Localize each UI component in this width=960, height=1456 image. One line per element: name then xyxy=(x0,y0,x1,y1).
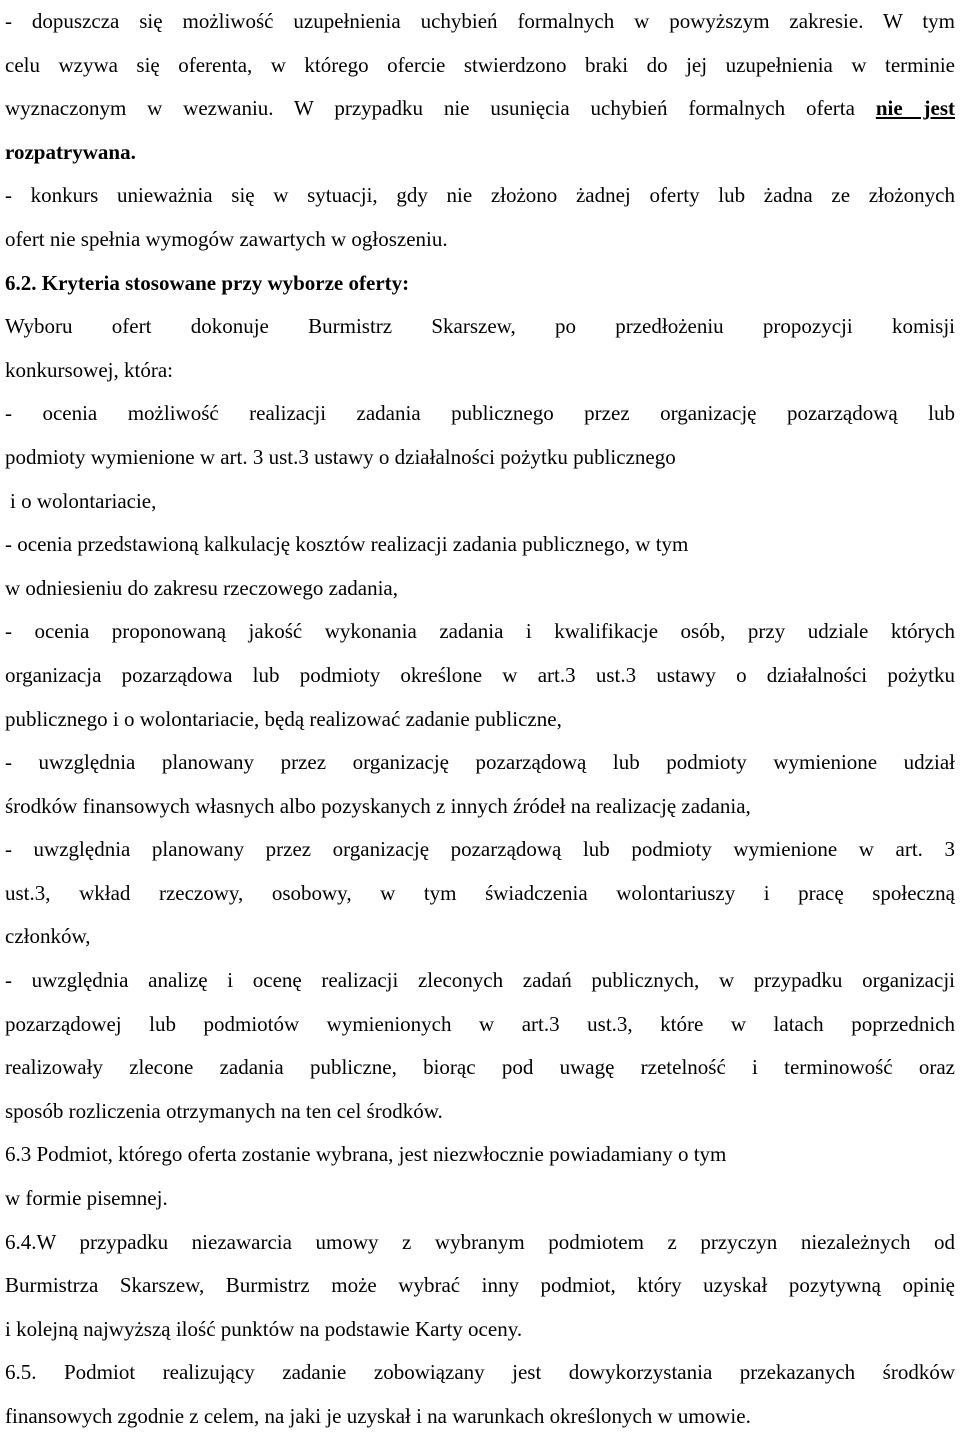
text-line: - dopuszcza się możliwość uzupełnienia uchybień formalnych w powyższym zakresie. W tym xyxy=(5,9,955,33)
criterion-3 xyxy=(5,610,955,741)
text-line: Burmistrza Skarszew, Burmistrz może wybrać inny podmiot, który uzyskał pozytywną opinię xyxy=(5,1273,955,1298)
text-line: realizowały zlecone zadania publiczne, biorąc pod uwagę rzetelność i terminowość oraz xyxy=(5,1055,955,1080)
text-line: sposób rozliczenia otrzymanych na ten cel środków. xyxy=(5,1098,443,1123)
text-line: organizacja pozarządowa lub podmioty określone w art.3 ust.3 ustawy o działalności pożytku xyxy=(5,662,955,687)
paragraph-annulment xyxy=(5,174,955,261)
section-6-3 xyxy=(5,1133,955,1220)
text-line: i o wolontariacie, xyxy=(10,488,157,513)
text-line: - uwzględnia planowany przez organizację pozarządową lub podmioty wymienione w art. 3 xyxy=(5,837,955,862)
text-line: - konkurs unieważnia się w sytuacji, gdy nie złożono żadnej oferty lub żadna ze złożonych xyxy=(5,183,955,208)
text-line: 6.3 Podmiot, którego oferta zostanie wybrana, jest niezwłocznie powiadamiany o tym xyxy=(5,1142,727,1167)
text-line: - ocenia możliwość realizacji zadania publicznego przez organizację pozarządową lub xyxy=(5,401,955,426)
text-line: publicznego i o wolontariacie, będą realizować zadanie publiczne, xyxy=(5,706,562,731)
text-line: podmioty wymienione w art. 3 ust.3 ustawy o działalności pożytku publicznego xyxy=(5,444,676,469)
criterion-4 xyxy=(5,741,955,828)
text-line: celu wzywa się oferenta, w którego ofercie stwierdzono braki do jej uzupełnienia w terminie xyxy=(5,52,955,77)
text-line: - uwzględnia analizę i ocenę realizacji zleconych zadań publicznych, w przypadku organizacji xyxy=(5,968,955,993)
text-line xyxy=(5,87,955,131)
text-line: 6.5. Podmiot realizujący zadanie zobowiązany jest dowykorzystania przekazanych środków xyxy=(5,1360,955,1385)
section-6-4 xyxy=(5,1221,955,1352)
text-line: w odniesieniu do zakresu rzeczowego zadania, xyxy=(5,575,398,600)
criterion-1 xyxy=(5,392,955,523)
text-line: w formie pisemnej. xyxy=(5,1186,168,1211)
text-line: - ocenia proponowaną jakość wykonania zadania i kwalifikacje osób, przy udziale których xyxy=(5,619,955,644)
text-line: - ocenia przedstawioną kalkulację kosztów realizacji zadania publicznego, w tym xyxy=(5,532,689,557)
criterion-2 xyxy=(5,523,955,610)
text-line: pozarządowej lub podmiotów wymienionych w art.3 ust.3, które w latach poprzednich xyxy=(5,1011,955,1036)
text-line: ust.3, wkład rzeczowy, osobowy, w tym świadczenia wolontariuszy i pracę społeczną xyxy=(5,880,955,905)
text-line: Wyboru ofert dokonuje Burmistrz Skarszew, po przedłożeniu propozycji komisji xyxy=(5,314,955,339)
section-heading-6-2: 6.2. Kryteria stosowane przy wyborze oferty: xyxy=(5,270,410,295)
paragraph-formal-deficiencies xyxy=(5,0,955,174)
text-line: środków finansowych własnych albo pozyskanych z innych źródeł na realizację zadania, xyxy=(5,793,751,818)
document-page xyxy=(5,0,955,1439)
text-line: 6.4.W przypadku niezawarcia umowy z wybranym podmiotem z przyczyn niezależnych od xyxy=(5,1229,955,1254)
emphasis-not-considered: nie jest xyxy=(875,96,955,121)
criterion-6 xyxy=(5,959,955,1133)
text-line: - uwzględnia planowany przez organizację pozarządową lub podmioty wymienione udział xyxy=(5,750,955,775)
text-line: członków, xyxy=(5,924,91,949)
text-run: wyznaczonym w wezwaniu. W przypadku nie usunięcia uchybień formalnych oferta xyxy=(5,96,876,121)
text-line: konkursowej, która: xyxy=(5,357,173,382)
text-line: i kolejną najwyższą ilość punktów na podstawie Karty oceny. xyxy=(5,1316,523,1341)
section-6-5 xyxy=(5,1351,955,1438)
criterion-5 xyxy=(5,828,955,959)
paragraph-selection xyxy=(5,305,955,392)
text-line: finansowych zgodnie z celem, na jaki je uzyskał i na warunkach określonych w umowie. xyxy=(5,1404,751,1428)
text-line: ofert nie spełnia wymogów zawartych w ogłoszeniu. xyxy=(5,226,448,251)
emphasis-considered: rozpatrywana. xyxy=(5,139,136,164)
